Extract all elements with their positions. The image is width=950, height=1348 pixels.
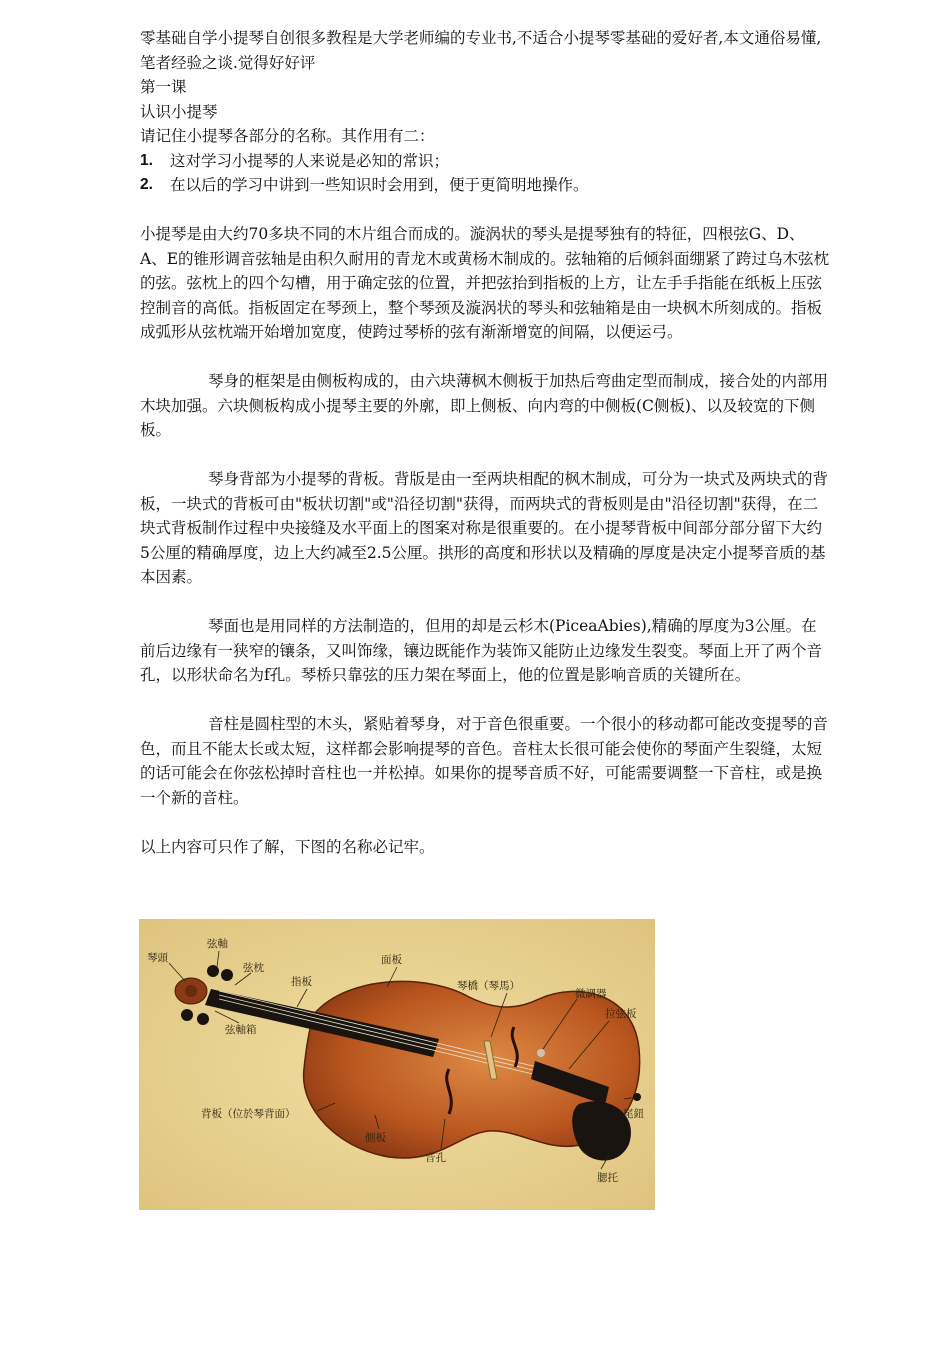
list-text: 在以后的学习中讲到一些知识时会用到，便于更简明地操作。	[170, 176, 589, 194]
document-body	[140, 26, 830, 859]
label-top: 面板	[381, 954, 402, 966]
paragraph-construction: 小提琴是由大约70多块不同的木片组合而成的。漩涡状的琴头是提琴独有的特征，四根弦G、D、A、E的锥形调音弦轴是由积久耐用的青龙木或黄杨木制成的。弦轴箱的后倾斜面绷紧了跨过乌木弦枕的弦。弦枕上的四个勾槽，用于确定弦的位置，并把弦抬到指板的上方，让左手手指能在纸板上压弦控制音的高低。指板固定在琴颈上，整个琴颈及漩涡状的琴头和弦轴箱是由一块枫木所刻成的。指板成弧形从弦枕端开始增加宽度，使跨过琴桥的弦有渐渐增宽的间隔，以便运弓。	[140, 225, 830, 341]
lead-text: 请记住小提琴各部分的名称。其作用有二：	[140, 127, 435, 145]
intro-text: 零基础自学小提琴自创很多教程是大学老师编的专业书,不适合小提琴零基础的爱好者,本文通俗易懂,笔者经验之谈.觉得好好评	[140, 29, 822, 72]
label-fingerboard: 指板	[291, 976, 312, 988]
label-bridge: 琴橋（琴馬）	[457, 980, 520, 992]
label-nut: 弦枕	[243, 962, 264, 974]
label-fine-tuner: 微調器	[575, 988, 607, 1000]
violin-peg	[181, 1009, 193, 1021]
list-item	[140, 173, 830, 198]
closing-text: 以上内容可只作了解，下图的名称必记牢。	[140, 837, 435, 856]
label-tailpiece: 拉弦板	[605, 1008, 637, 1020]
paragraph-soundpost: 音柱是圆柱型的木头，紧贴着琴身，对于音色很重要。一个很小的移动都可能改变提琴的音色，而且不能太长或太短，这样都会影响提琴的音色。音柱太长很可能会使你的琴面产生裂缝，太短的话可能会在你弦松掉时音柱也一并松掉。如果你的提琴音质不好，可能需要调整一下音柱，或是换一个新的音柱。	[140, 715, 829, 807]
violin-peg	[221, 969, 233, 981]
label-chinrest: 腮托	[597, 1172, 618, 1184]
list-item	[140, 149, 830, 174]
fine-tuner	[537, 1049, 545, 1057]
label-scroll: 琴頭	[147, 952, 168, 964]
scroll-curl	[185, 985, 197, 997]
label-end-button: 尾鈕	[623, 1108, 644, 1120]
paragraph-top: 琴面也是用同样的方法制造的，但用的却是云杉木(PiceaAbies),精确的厚度为3公厘。在前后边缘有一狭窄的镶条，又叫饰缘，镶边既能作为装饰又能防止边缘发生裂变。琴面上开了两个音孔，以形状命名为f孔。琴桥只靠弦的压力架在琴面上，他的位置是影响音质的关键所在。	[140, 617, 823, 684]
label-back: 背板（位於琴背面）	[201, 1108, 296, 1120]
paragraph-ribs: 琴身的框架是由侧板构成的，由六块薄枫木侧板于加热后弯曲定型而制成，接合处的内部用木块加强。六块侧板构成小提琴主要的外廓，即上侧板、向内弯的中侧板(C侧板)、以及较宽的下侧板。	[140, 372, 829, 439]
violin-peg	[197, 1013, 209, 1025]
list-text: 这对学习小提琴的人来说是必知的常识；	[170, 151, 450, 170]
list-number: 1.	[140, 151, 153, 169]
label-peg: 弦軸	[207, 938, 228, 950]
paragraph-back: 琴身背部为小提琴的背板。背版是由一至两块相配的枫木制成，可分为一块式及两块式的背板，一块式的背板可由"板状切割"或"沿径切割"获得，而两块式的背板则是由"沿径切割"获得，在二块式背板制作过程中央接缝及水平面上的图案对称是很重要的。在小提琴背板中间部分部分留下大约5公厘的精确厚度，边上大约减至2.5公厘。拱形的高度和形状以及精确的厚度是决定小提琴音质的基本因素。	[140, 470, 829, 586]
list-number: 2.	[140, 176, 153, 193]
lesson-number: 第一课	[140, 78, 187, 96]
label-pegbox: 弦軸箱	[225, 1024, 257, 1036]
violin-diagram	[139, 919, 655, 1210]
lesson-title: 认识小提琴	[140, 102, 218, 121]
label-ribs: 側板	[365, 1132, 386, 1144]
label-f-hole: 音孔	[425, 1152, 446, 1164]
